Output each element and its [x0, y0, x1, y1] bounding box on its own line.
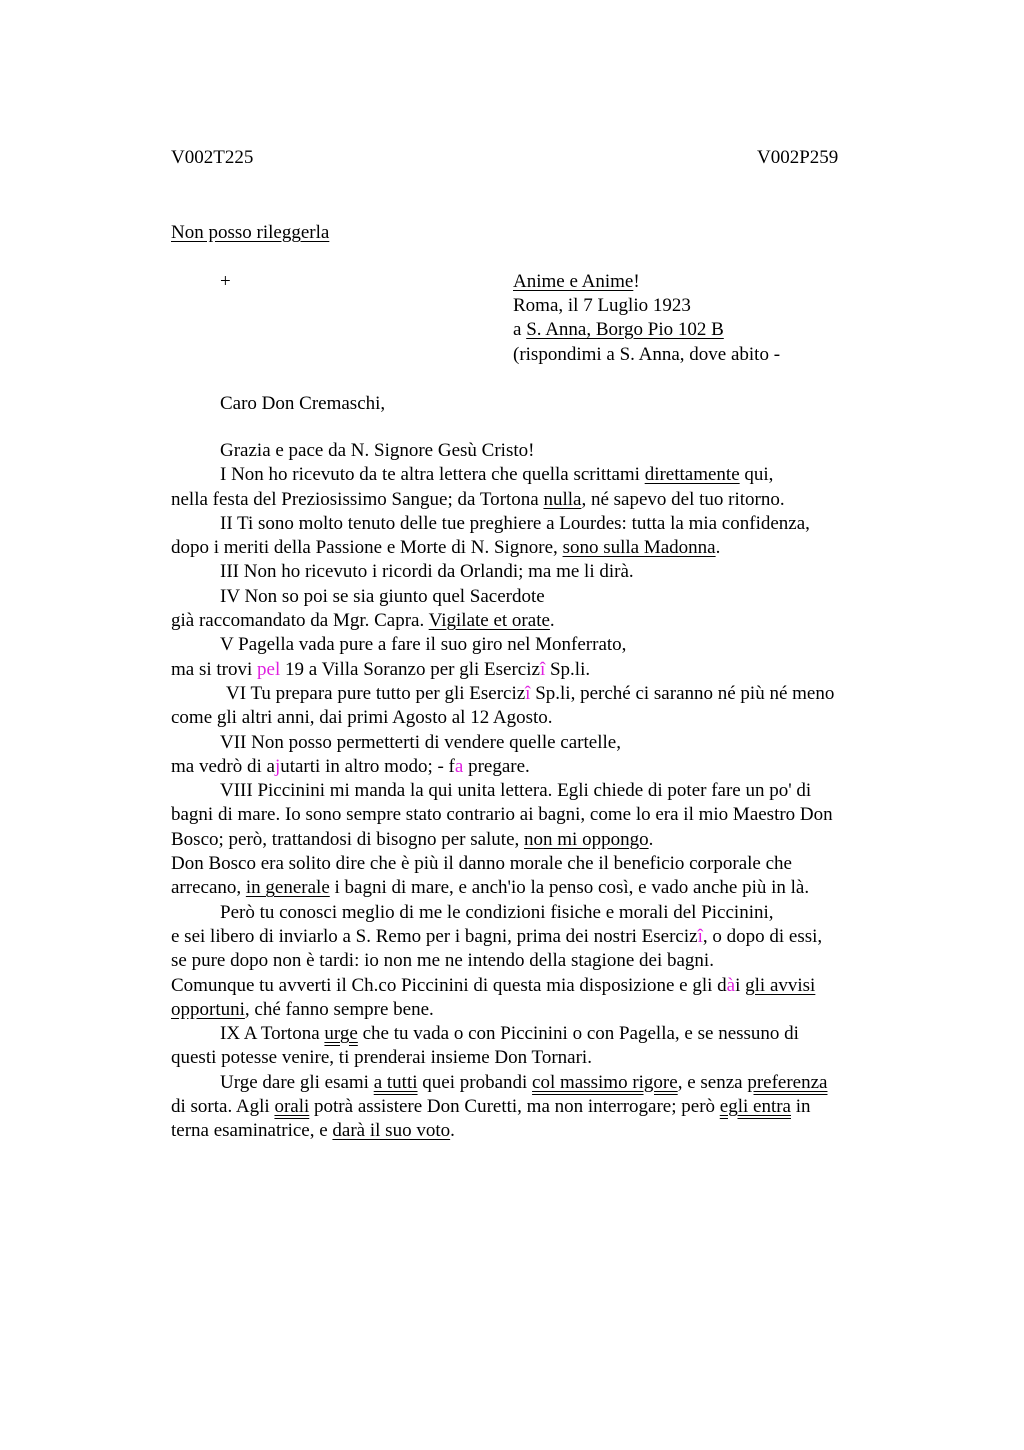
greeting: Grazia e pace da N. Signore Gesù Cristo!	[220, 440, 535, 461]
archive-code-right: V002P259	[757, 147, 839, 168]
paragraph-2-line-2: dopo i meriti della Passione e Morte di N. Signore, sono sulla Madonna.	[171, 537, 721, 559]
paragraph-5-line-2: ma si trovi pel 19 a Villa Soranzo per gli Esercizî Sp.li.	[171, 658, 591, 680]
paragraph-9-line-1: Però tu conosci meglio di me le condizioni fisiche e morali del Piccinini,	[220, 901, 774, 923]
archive-code-left: V002T225	[171, 147, 254, 168]
motto-text: Anime e Anime	[513, 271, 634, 292]
paragraph-10-line-1: IX A Tortona urge che tu vada o con Piccinini o con Pagella, e se nessuno di	[220, 1023, 799, 1045]
address-text: S. Anna, Borgo Pio 102 B	[526, 319, 724, 340]
paragraph-9-line-3: se pure dopo non è tardi: io non me ne intendo della stagione dei bagni.	[171, 950, 714, 972]
dateline-place-date: Roma, il 7 Luglio 1923	[513, 295, 691, 316]
salutation: Caro Don Cremaschi,	[220, 393, 386, 414]
paragraph-9-line-5: opportuni, ché fanno sempre bene.	[171, 998, 434, 1020]
paragraph-9-line-4: Comunque tu avverti il Ch.co Piccinini di questa mia disposizione e gli dài gli avvisi	[171, 974, 816, 996]
dateline-motto: Anime e Anime!	[513, 271, 640, 292]
paragraph-1-line-2: nella festa del Preziosissimo Sangue; da Tortona nulla, né sapevo del tuo ritorno.	[171, 488, 785, 510]
letter-body	[171, 439, 901, 1144]
paragraph-7-line-2: ma vedrò di ajutarti in altro modo; - fa pregare.	[171, 755, 530, 777]
paragraph-6-line-2: come gli altri anni, dai primi Agosto al 12 Agosto.	[171, 707, 553, 729]
paragraph-1-line-1: I Non ho ricevuto da te altra lettera che quella scrittami direttamente qui,	[220, 464, 774, 486]
reread-note: Non posso rileggerla	[171, 222, 330, 243]
cross-symbol: +	[220, 271, 231, 292]
paragraph-9-line-2: e sei libero di inviarlo a S. Remo per i bagni, prima dei nostri Esercizî, o dopo di essi,	[171, 925, 823, 947]
paragraph-8-line-1: VIII Piccinini mi manda la qui unita lettera. Egli chiede di poter fare un po' di	[220, 780, 812, 802]
paragraph-8-line-2: bagni di mare. Io sono sempre stato contrario ai bagni, come lo era il mio Maestro Don	[171, 804, 833, 826]
paragraph-8-line-4: Don Bosco era solito dire che è più il danno morale che il beneficio corporale che	[171, 853, 792, 875]
paragraph-3: III Non ho ricevuto i ricordi da Orlandi; ma me li dirà.	[220, 561, 634, 583]
paragraph-4-line-1: IV Non so poi se sia giunto quel Sacerdote	[220, 585, 545, 607]
dateline-address: a S. Anna, Borgo Pio 102 B	[513, 319, 724, 340]
paragraph-2-line-1: II Ti sono molto tenuto delle tue preghiere a Lourdes: tutta la mia confidenza,	[220, 512, 810, 534]
paragraph-11-line-1: Urge dare gli esami a tutti quei probandi col massimo rigore, e senza preferenza	[220, 1071, 828, 1093]
paragraph-11-line-3: terna esaminatrice, e darà il suo voto.	[171, 1120, 455, 1142]
paragraph-6-line-1: VI Tu prepara pure tutto per gli Esercizî Sp.li, perché ci saranno né più né meno	[226, 682, 835, 704]
paragraph-8-line-3: Bosco; però, trattandosi di bisogno per salute, non mi oppongo.	[171, 828, 654, 850]
dateline-reply-note: (rispondimi a S. Anna, dove abito -	[513, 344, 781, 365]
paragraph-11-line-2: di sorta. Agli orali potrà assistere Don Curetti, ma non interrogare; però egli entra in	[171, 1096, 811, 1118]
paragraph-10-line-2: questi potesse venire, ti prenderai insieme Don Tornari.	[171, 1047, 592, 1069]
paragraph-7-line-1: VII Non posso permetterti di vendere quelle cartelle,	[220, 731, 621, 753]
paragraph-4-line-2: già raccomandato da Mgr. Capra. Vigilate et orate.	[171, 610, 555, 632]
paragraph-8-line-5: arrecano, in generale i bagni di mare, e anch'io la penso così, e vado anche più in là.	[171, 877, 810, 899]
paragraph-5-line-1: V Pagella vada pure a fare il suo giro nel Monferrato,	[220, 634, 627, 656]
